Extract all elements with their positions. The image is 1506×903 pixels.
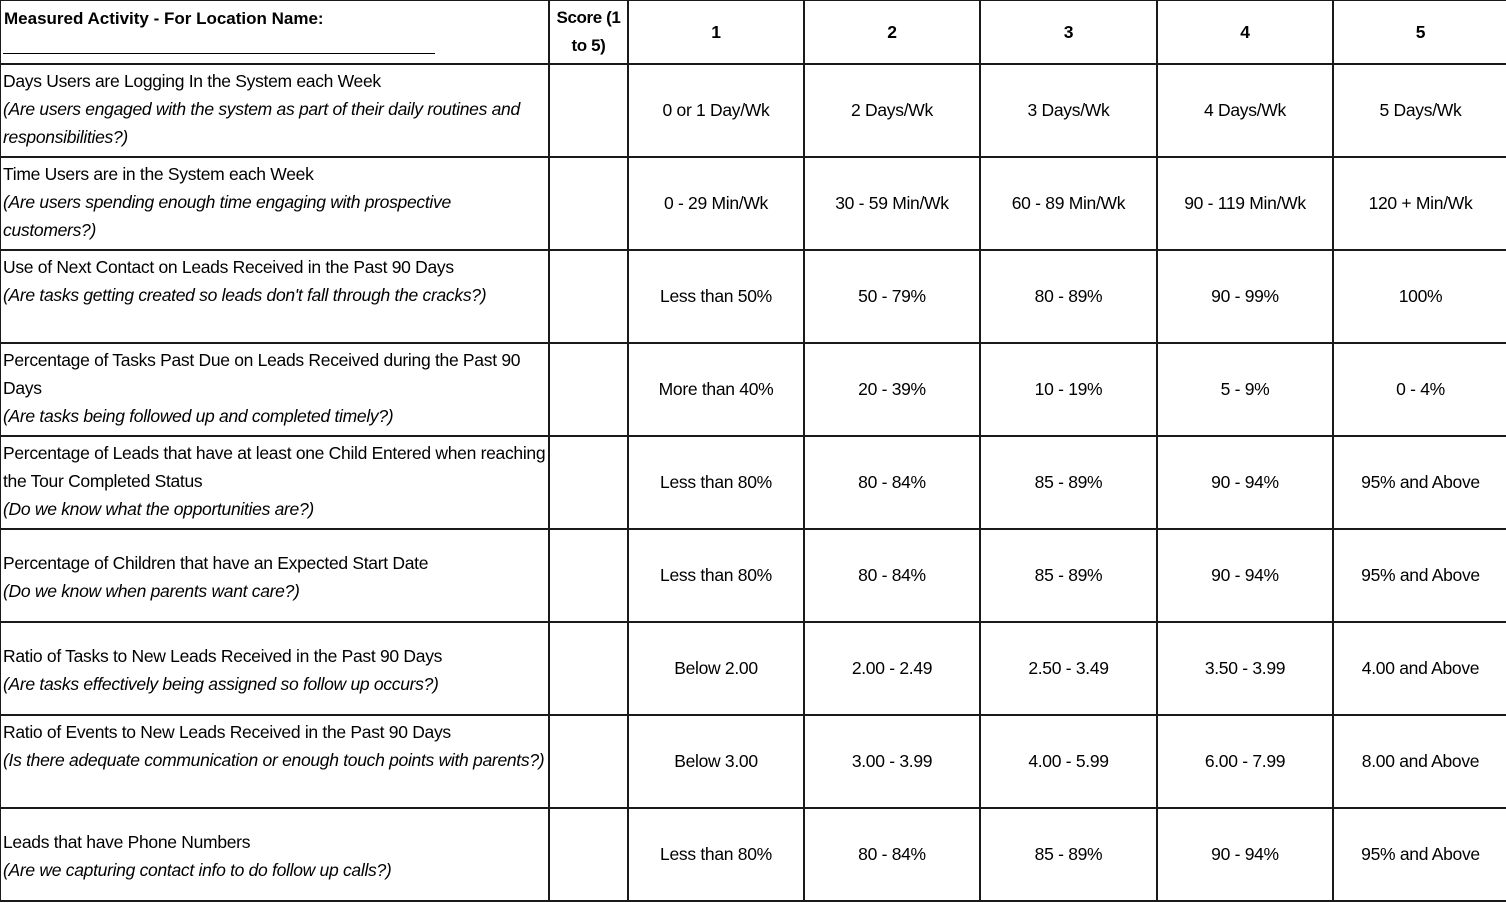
level-1-criteria: Less than 80%	[628, 436, 804, 529]
level-1-criteria: Less than 80%	[628, 529, 804, 622]
table-row	[0, 64, 1506, 157]
activity-cell	[0, 622, 549, 715]
level-4-criteria: 90 - 119 Min/Wk	[1157, 157, 1333, 250]
activity-header-label: Measured Activity - For Location Name:	[4, 9, 324, 28]
activity-cell	[0, 808, 549, 901]
level-4-criteria: 90 - 99%	[1157, 250, 1333, 343]
table-row	[0, 250, 1506, 343]
level-1-criteria: More than 40%	[628, 343, 804, 436]
level-5-criteria: 95% and Above	[1333, 529, 1506, 622]
activity-cell	[0, 250, 549, 343]
activity-cell	[0, 715, 549, 808]
table-row	[0, 529, 1506, 622]
score-input-cell[interactable]	[549, 529, 628, 622]
level-5-criteria: 95% and Above	[1333, 808, 1506, 901]
activity-cell	[0, 436, 549, 529]
level-3-criteria: 80 - 89%	[980, 250, 1157, 343]
activity-title: Ratio of Tasks to New Leads Received in the Past 90 Days	[3, 645, 443, 666]
level-3-criteria: 60 - 89 Min/Wk	[980, 157, 1157, 250]
level-5-criteria: 95% and Above	[1333, 436, 1506, 529]
level-4-criteria: 90 - 94%	[1157, 529, 1333, 622]
activity-header	[0, 0, 549, 64]
header-row	[0, 0, 1506, 64]
activity-title: Ratio of Events to New Leads Received in the Past 90 Days	[3, 722, 451, 742]
level-4-criteria: 6.00 - 7.99	[1157, 715, 1333, 808]
activity-title: Days Users are Logging In the System each Week	[3, 71, 381, 91]
table-row	[0, 622, 1506, 715]
level-2-criteria: 80 - 84%	[804, 436, 980, 529]
level-1-criteria: 0 or 1 Day/Wk	[628, 64, 804, 157]
score-input-cell[interactable]	[549, 343, 628, 436]
level-5-criteria: 100%	[1333, 250, 1506, 343]
activity-title: Use of Next Contact on Leads Received in the Past 90 Days	[3, 257, 454, 277]
activity-cell	[0, 529, 549, 622]
level-1-criteria: Below 3.00	[628, 715, 804, 808]
level-2-criteria: 80 - 84%	[804, 529, 980, 622]
activity-title: Percentage of Leads that have at least one Child Entered when reaching the Tour Completed Status	[3, 443, 546, 491]
score-header: Score (1 to 5)	[549, 0, 628, 64]
level-1-criteria: Below 2.00	[628, 622, 804, 715]
level-header-5: 5	[1333, 0, 1506, 64]
table-row	[0, 343, 1506, 436]
level-5-criteria: 8.00 and Above	[1333, 715, 1506, 808]
activity-question: (Do we know what the opportunities are?)	[3, 499, 314, 519]
level-header-2: 2	[804, 0, 980, 64]
level-3-criteria: 10 - 19%	[980, 343, 1157, 436]
level-3-criteria: 85 - 89%	[980, 529, 1157, 622]
score-input-cell[interactable]	[549, 64, 628, 157]
activity-title: Leads that have Phone Numbers	[3, 831, 251, 852]
level-4-criteria: 90 - 94%	[1157, 808, 1333, 901]
level-2-criteria: 50 - 79%	[804, 250, 980, 343]
table-row	[0, 157, 1506, 250]
level-header-3: 3	[980, 0, 1157, 64]
table-row	[0, 436, 1506, 529]
level-2-criteria: 2 Days/Wk	[804, 64, 980, 157]
activity-cell	[0, 64, 549, 157]
score-input-cell[interactable]	[549, 157, 628, 250]
level-header-4: 4	[1157, 0, 1333, 64]
activity-question: (Are users engaged with the system as part of their daily routines and responsibilities?)	[3, 99, 520, 147]
activity-cell	[0, 343, 549, 436]
location-name-blank-line[interactable]	[3, 53, 435, 54]
activity-question: (Is there adequate communication or enough touch points with parents?)	[3, 750, 545, 770]
level-2-criteria: 80 - 84%	[804, 808, 980, 901]
level-3-criteria: 4.00 - 5.99	[980, 715, 1157, 808]
score-input-cell[interactable]	[549, 715, 628, 808]
score-input-cell[interactable]	[549, 250, 628, 343]
level-2-criteria: 20 - 39%	[804, 343, 980, 436]
level-5-criteria: 4.00 and Above	[1333, 622, 1506, 715]
level-4-criteria: 5 - 9%	[1157, 343, 1333, 436]
activity-question: (Do we know when parents want care?)	[3, 580, 300, 601]
level-5-criteria: 120 + Min/Wk	[1333, 157, 1506, 250]
activity-title: Time Users are in the System each Week	[3, 164, 314, 184]
level-2-criteria: 2.00 - 2.49	[804, 622, 980, 715]
score-input-cell[interactable]	[549, 622, 628, 715]
activity-title: Percentage of Tasks Past Due on Leads Received during the Past 90 Days	[3, 350, 521, 398]
table-row	[0, 808, 1506, 901]
level-4-criteria: 4 Days/Wk	[1157, 64, 1333, 157]
score-input-cell[interactable]	[549, 436, 628, 529]
level-1-criteria: Less than 80%	[628, 808, 804, 901]
level-3-criteria: 85 - 89%	[980, 808, 1157, 901]
activity-title: Percentage of Children that have an Expected Start Date	[3, 552, 429, 573]
level-5-criteria: 0 - 4%	[1333, 343, 1506, 436]
activity-question: (Are users spending enough time engaging with prospective customers?)	[3, 192, 451, 240]
activity-question: (Are we capturing contact info to do follow up calls?)	[3, 859, 392, 880]
score-input-cell[interactable]	[549, 808, 628, 901]
level-header-1: 1	[628, 0, 804, 64]
level-1-criteria: 0 - 29 Min/Wk	[628, 157, 804, 250]
level-1-criteria: Less than 50%	[628, 250, 804, 343]
activity-cell	[0, 157, 549, 250]
level-2-criteria: 3.00 - 3.99	[804, 715, 980, 808]
level-3-criteria: 3 Days/Wk	[980, 64, 1157, 157]
activity-question: (Are tasks being followed up and completed timely?)	[3, 406, 394, 426]
level-3-criteria: 2.50 - 3.49	[980, 622, 1157, 715]
level-3-criteria: 85 - 89%	[980, 436, 1157, 529]
level-2-criteria: 30 - 59 Min/Wk	[804, 157, 980, 250]
activity-question: (Are tasks getting created so leads don't fall through the cracks?)	[3, 285, 487, 305]
level-5-criteria: 5 Days/Wk	[1333, 64, 1506, 157]
level-4-criteria: 3.50 - 3.99	[1157, 622, 1333, 715]
activity-question: (Are tasks effectively being assigned so follow up occurs?)	[3, 673, 439, 694]
table-row	[0, 715, 1506, 808]
level-4-criteria: 90 - 94%	[1157, 436, 1333, 529]
